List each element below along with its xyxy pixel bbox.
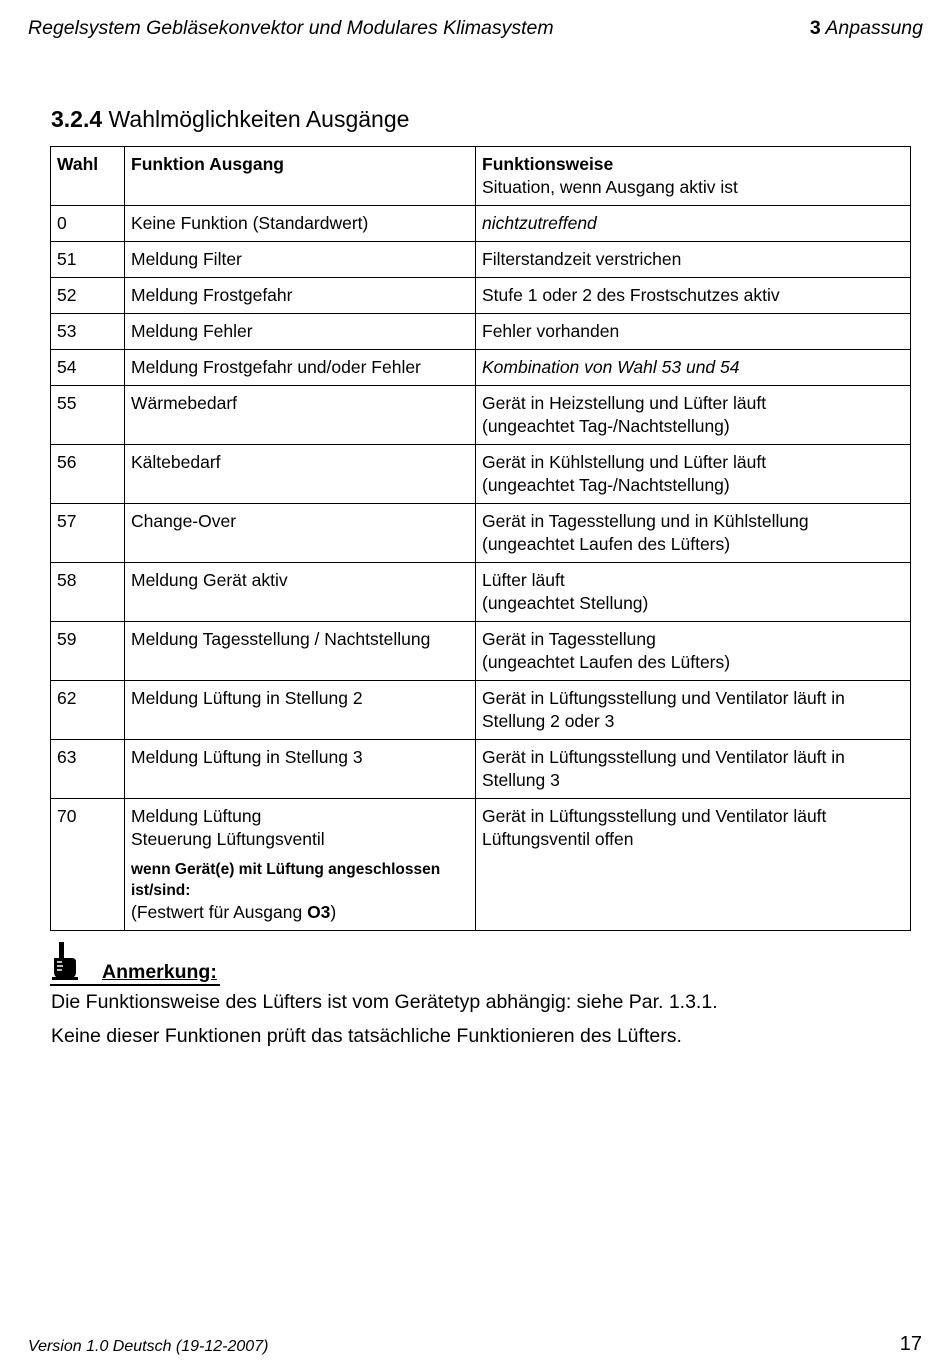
table-row [51, 563, 911, 622]
cell-funktionsweise [476, 386, 911, 445]
cell-funktion: Keine Funktion (Standardwert) [125, 206, 476, 242]
table-header-row [51, 147, 911, 206]
table-row [51, 622, 911, 681]
cell-wahl: 55 [51, 386, 125, 445]
fixed-value-suffix: ) [330, 902, 337, 922]
funktion-condition-note: wenn Gerät(e) mit Lüftung angeschlossen ist/sind: [131, 861, 441, 899]
header-funktionsweise [476, 147, 911, 206]
funktionsweise-line-2: (ungeachtet Laufen des Lüfters) [482, 534, 731, 554]
funktionsweise-line-1: Gerät in Tagesstellung und in Kühlstellung [482, 511, 809, 531]
chapter-title: Anpassung [825, 17, 923, 39]
cell-funktionsweise: nichtzutreffend [476, 206, 911, 242]
chapter-number: 3 [809, 17, 821, 39]
table-row [51, 350, 911, 386]
table-row [51, 504, 911, 563]
table-row [51, 278, 911, 314]
header-chapter [810, 17, 923, 40]
funktionsweise-line-2: Stellung 3 [482, 770, 560, 790]
cell-wahl: 62 [51, 681, 125, 740]
note-paragraph-2: Keine dieser Funktionen prüft das tatsächliche Funktionieren des Lüfters. [51, 1025, 682, 1047]
funktionsweise-line-1: Lüfter läuft [482, 570, 565, 590]
table-row [51, 445, 911, 504]
cell-funktionsweise [476, 563, 911, 622]
note-heading [50, 942, 220, 986]
cell-funktionsweise [476, 504, 911, 563]
cell-wahl: 59 [51, 622, 125, 681]
cell-wahl: 58 [51, 563, 125, 622]
funktionsweise-line-1: Gerät in Tagesstellung [482, 629, 656, 649]
funktionsweise-line-2: (ungeachtet Laufen des Lüfters) [482, 652, 731, 672]
section-number: 3.2.4 [51, 106, 103, 132]
note-paragraph-1: Die Funktionsweise des Lüfters ist vom Gerätetyp abhängig: siehe Par. 1.3.1. [51, 991, 718, 1013]
cell-funktion: Meldung Gerät aktiv [125, 563, 476, 622]
cell-funktion: Meldung Tagesstellung / Nachtstellung [125, 622, 476, 681]
header-wahl: Wahl [51, 147, 125, 206]
cell-funktionsweise [476, 799, 911, 931]
cell-wahl: 54 [51, 350, 125, 386]
cell-funktion: Change-Over [125, 504, 476, 563]
cell-funktionsweise: Stufe 1 oder 2 des Frostschutzes aktiv [476, 278, 911, 314]
cell-wahl: 52 [51, 278, 125, 314]
cell-wahl: 70 [51, 799, 125, 931]
header-funktion: Funktion Ausgang [125, 147, 476, 206]
funktionsweise-line-1: Gerät in Kühlstellung und Lüfter läuft [482, 452, 767, 472]
cell-wahl: 51 [51, 242, 125, 278]
funktionsweise-line-1: Gerät in Lüftungsstellung und Ventilator läuft [482, 806, 827, 826]
table-row [51, 314, 911, 350]
cell-funktionsweise [476, 740, 911, 799]
fixed-value-prefix: (Festwert für Ausgang [131, 902, 308, 922]
header-funktionsweise-sub: Situation, wenn Ausgang aktiv ist [482, 177, 738, 197]
table-row [51, 681, 911, 740]
cell-funktionsweise [476, 681, 911, 740]
cell-wahl: 0 [51, 206, 125, 242]
cell-wahl: 53 [51, 314, 125, 350]
page-number: 17 [899, 1333, 922, 1355]
cell-funktion: Meldung Frostgefahr [125, 278, 476, 314]
funktionsweise-line-1: Gerät in Heizstellung und Lüfter läuft [482, 393, 767, 413]
fixed-value-output: O3 [307, 902, 331, 922]
table-row [51, 799, 911, 931]
cell-funktionsweise [476, 445, 911, 504]
funktionsweise-line-2: (ungeachtet Tag-/Nachtstellung) [482, 475, 730, 495]
cell-funktion: Wärmebedarf [125, 386, 476, 445]
funktion-fixed-value [131, 901, 469, 924]
cell-funktion: Meldung Lüftung in Stellung 3 [125, 740, 476, 799]
funktionsweise-line-2: (ungeachtet Stellung) [482, 593, 649, 613]
cell-funktion: Meldung Frostgefahr und/oder Fehler [125, 350, 476, 386]
section-title [51, 106, 409, 133]
cell-wahl: 63 [51, 740, 125, 799]
outputs-table [50, 146, 911, 931]
table-row [51, 386, 911, 445]
footer-version: Version 1.0 Deutsch (19-12-2007) [28, 1338, 269, 1355]
cell-funktion: Meldung Lüftung in Stellung 2 [125, 681, 476, 740]
funktionsweise-line-2: Stellung 2 oder 3 [482, 711, 615, 731]
note-label: Anmerkung: [102, 961, 217, 983]
funktionsweise-line-1: Gerät in Lüftungsstellung und Ventilator läuft in [482, 688, 845, 708]
header-document-title: Regelsystem Gebläsekonvektor und Modulares Klimasystem [28, 17, 554, 39]
cell-funktion: Meldung Fehler [125, 314, 476, 350]
cell-funktionsweise: Filterstandzeit verstrichen [476, 242, 911, 278]
section-title-text: Wahlmöglichkeiten Ausgänge [108, 106, 410, 132]
funktionsweise-line-2: Lüftungsventil offen [482, 829, 634, 849]
table-row [51, 740, 911, 799]
header-funktionsweise-title: Funktionsweise [482, 154, 614, 174]
cell-funktionsweise [476, 622, 911, 681]
cell-funktion: Meldung Filter [125, 242, 476, 278]
funktion-line-2: Steuerung Lüftungsventil [131, 829, 325, 849]
cell-funktion: Kältebedarf [125, 445, 476, 504]
table-row [51, 242, 911, 278]
cell-funktionsweise: Kombination von Wahl 53 und 54 [476, 350, 911, 386]
cell-wahl: 57 [51, 504, 125, 563]
table-row [51, 206, 911, 242]
funktion-line-1: Meldung Lüftung [131, 806, 262, 826]
cell-wahl: 56 [51, 445, 125, 504]
cell-funktionsweise: Fehler vorhanden [476, 314, 911, 350]
pointing-hand-icon [50, 942, 80, 980]
funktionsweise-line-2: (ungeachtet Tag-/Nachtstellung) [482, 416, 730, 436]
cell-funktion [125, 799, 476, 931]
funktionsweise-line-1: Gerät in Lüftungsstellung und Ventilator läuft in [482, 747, 845, 767]
